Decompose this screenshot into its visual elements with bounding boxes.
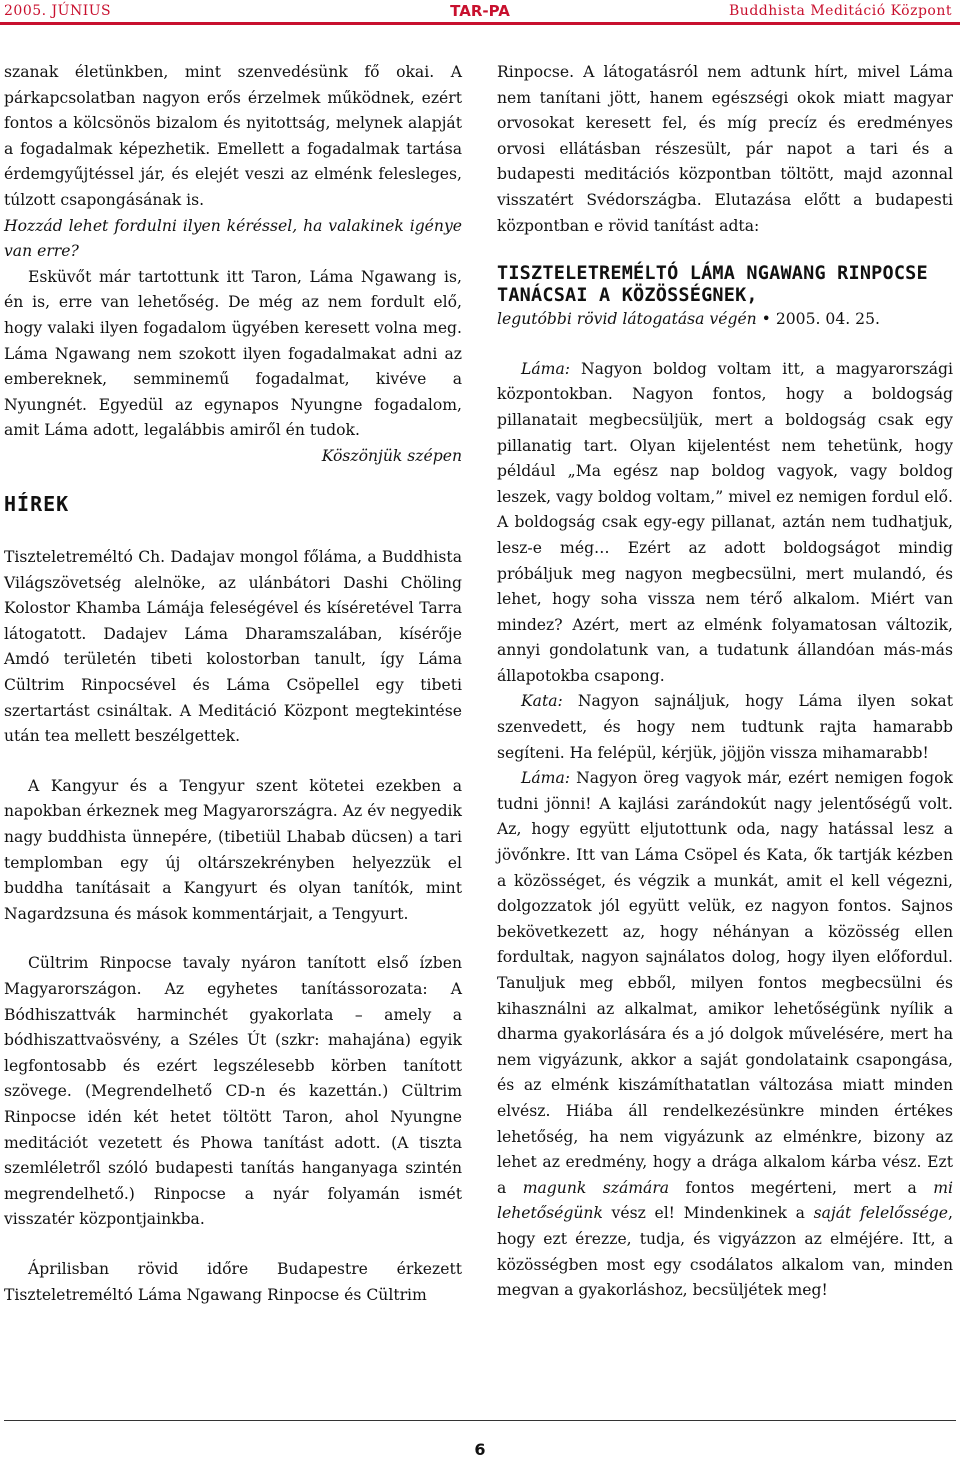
section-heading-news: HÍREK: [4, 491, 70, 516]
page-number: 6: [474, 1440, 486, 1459]
speaker-label: Kata:: [521, 692, 563, 711]
interview-paragraph: szanak életünkben, mint szenvedésünk fő okai. A párkapcsolatban nagyon erős érzelmek működnek, ezért fontos a kölcsönös bizalom és nyitottság, melynek alapját a fogadalmak képezhetik. Emellett a fogadalmak tartása érdemgyűjtéssel jár, és elejét veszi az elménk felesleges, túlzott csapongásának is.: [4, 63, 462, 209]
news-item: Áprilisban rövid időre Budapestre érkezett Tiszteletreméltó Láma Ngawang Rinpocse és Cültrim: [4, 1259, 462, 1304]
article-title: TISZTELETREMÉLTÓ LÁMA NGAWANG RINPOCSE TANÁCSAI A KÖZÖSSÉGNEK,: [497, 263, 928, 307]
subtitle-text: legutóbbi rövid látogatása végén: [497, 310, 757, 329]
speaker-label: Láma:: [521, 769, 570, 788]
speech-text: Nagyon öreg vagyok már, ezért nemigen fogok tudni jönni! A kajlási zarándokút nagy jelentőségű volt. Az, hogy együtt eljutottunk oda, nagy hatással lesz a jövőnkre. Itt van Láma Csöpel és Kata, ők tartják kézben a közösséget, és végzik a munkát, amit el kell végezni, dolgozzatok jól együtt velük, ez nagyon fontos. Sajnos bekövetkezett az, hogy néhányan a közösség ellen fordultak, nagyon sajnálatos dolog, hogy ilyen előfordul. Tanuljuk meg ebből, milyen fontos megbecsülni és kihasználni az alkalmat, amikor lehetőségünk nyílik a dharma gyakorlására és a jó dolgok művelésére, mert ha nem vigyázunk, akkor a saját gondolataink csapongása, és az elménk kiszámíthatatlan változása miatt minden elvész. Hiába áll rendelkezésünkre minden értékes lehetőség, ha nem vigyázunk az elménkre, bizony az lehet az eredmény, hogy a drága alkalom kárba vész. Ezt a: [497, 769, 953, 1197]
publication-title: TAR-PA: [450, 2, 510, 20]
intro-paragraph: Rinpocse. A látogatásról nem adtunk hírt, mivel Láma nem tanítani jött, hanem egészségi okok miatt magyar orvosokat keresett fel, és míg precíz és eredményes orvosi ellátásban részesült, pár napot a tari és a budapesti meditációs központban töltött, majd azonnal visszatért Svédországba. Elutazása előtt a budapesti központban e rövid tanítást adta:: [497, 63, 953, 235]
subtitle-date: • 2005. 04. 25.: [756, 310, 880, 329]
left-column: [4, 60, 462, 1308]
speech-text: Nagyon sajnáljuk, hogy Láma ilyen sokat szenvedett, és hogy nem tudtunk rajta hamarabb segíteni. Ha felépül, kérjük, jöjjön vissza mihamarabb!: [497, 692, 953, 762]
news-item: A Kangyur és a Tengyur szent kötetei ezekben a napokban érkeznek meg Magyarországra. Az év negyedik nagy buddhista ünnepére, (tibetiül Lhabab dücsen) a tari templomban egy új oltárszekrényben helyezzük el buddha tanításait a Kangyurt és olyan tanítók, mint Nagardzsuna és mások kommentárjait, a Tengyurt.: [4, 776, 462, 923]
article-subtitle: [497, 307, 953, 333]
speech-paragraph: [497, 766, 953, 1303]
emphasis-text: saját felelőssége: [813, 1204, 949, 1223]
news-item: Tiszteletreméltó Ch. Dadajav mongol főláma, a Buddhista Világszövetség alelnöke, az ulánbátori Dashi Chöling Kolostor Khamba Lámája feleségével és kíséretével Tarra látogatott. Dadajev Láma Dharamszalában, kísérője Amdó területén tibeti kolostorban tanult, így Láma Cültrim Rinpocsével és Láma Csöpellel egy tibeti szertartást csináltak. A Meditáció Központ megtekintése után tea mellett beszélgettek.: [4, 548, 462, 746]
speaker-label: Láma:: [521, 359, 570, 378]
speech-text: , hogy ezt érezze, tudja, és vigyázzon az elméjére. Itt, a közösségben most egy csodálatos alkalom van, minden megvan a gyakorláshoz, becsüljétek meg!: [497, 1204, 953, 1300]
news-item: Cültrim Rinpocse tavaly nyáron tanított első ízben Magyarországon. Az egyhetes tanítássorozata: A Bódhiszattvák harminchét gyakorlata – amely a bódhiszattvaösvény, a Széles Út (szkr: mahajána) egyik legfontosabb és ezért legszélesebb körben tanított szövege. (Megrendelhető CD-n és kazettán.) Cültrim Rinpocse idén két hetet töltött Taron, ahol Nyungne meditációt vezetett és Phowa tanítást adott. (A tiszta szemléletről szóló budapesti tanítás hanganyaga szintén megrendelhető.) Rinpocse a nyár folyamán ismét visszatér központjainkba.: [4, 954, 462, 1229]
closing-thanks: Köszönjük szépen: [321, 446, 462, 465]
speech-text: fontos megérteni, mert a: [669, 1178, 934, 1197]
right-column: [497, 60, 953, 1304]
footer-rule: [4, 1420, 956, 1421]
interview-answer: Esküvőt már tartottunk itt Taron, Láma Ngawang is, én is, erre van lehetőség. De még az nem fordult elő, hogy valaki ilyen fogadalom ügyében keresett volna meg. Láma Ngawang nem szokott ilyen fogadalmakat adni az embereknek, semminemű fogadalmat, kivéve a Nyungnét. Egyedül az egynapos Nyungne fogadalom, amit Láma adott, legalábbis amiről én tudok.: [4, 267, 462, 440]
publisher-name: Buddhista Meditáció Központ: [729, 3, 952, 19]
emphasis-text: magunk számára: [522, 1178, 670, 1197]
speech-text: Nagyon boldog voltam itt, a magyarországi központokban. Nagyon fontos, hogy a boldogság pillanatait megbecsüljük, mert a boldogság csak egy pillanatig tart. Olyan kijelentést nem tehetünk, hogy például „Ma egész nap boldog vagyok, vagy boldog leszek, vagy boldog voltam,” mivel ez nemigen fordul elő. A boldogság csak egy-egy pillanat, aztán nem tudhatjuk, lesz-e még… Ezért az adott boldogságot mindig próbáljuk meg nagyon megbecsülni, mert mulandó, és lehet, hogy soha vissza nem térő alkalom. Miért van mindez? Azért, mert az elménk folyamatosan változik, annyi gondolatunk van, a tudatunk állandóan más-más állapotokba csapong.: [497, 359, 953, 685]
speech-paragraph: [497, 689, 953, 766]
speech-text: vész el! Mindenkinek a: [602, 1204, 814, 1223]
emphasis-text: mi lehetőségünk: [497, 1178, 953, 1223]
speech-paragraph: [497, 357, 953, 690]
interview-question: Hozzád lehet fordulni ilyen kéréssel, ha valakinek igénye van erre?: [4, 216, 462, 261]
page-header: [0, 0, 960, 25]
issue-date: 2005. JÚNIUS: [4, 3, 112, 19]
